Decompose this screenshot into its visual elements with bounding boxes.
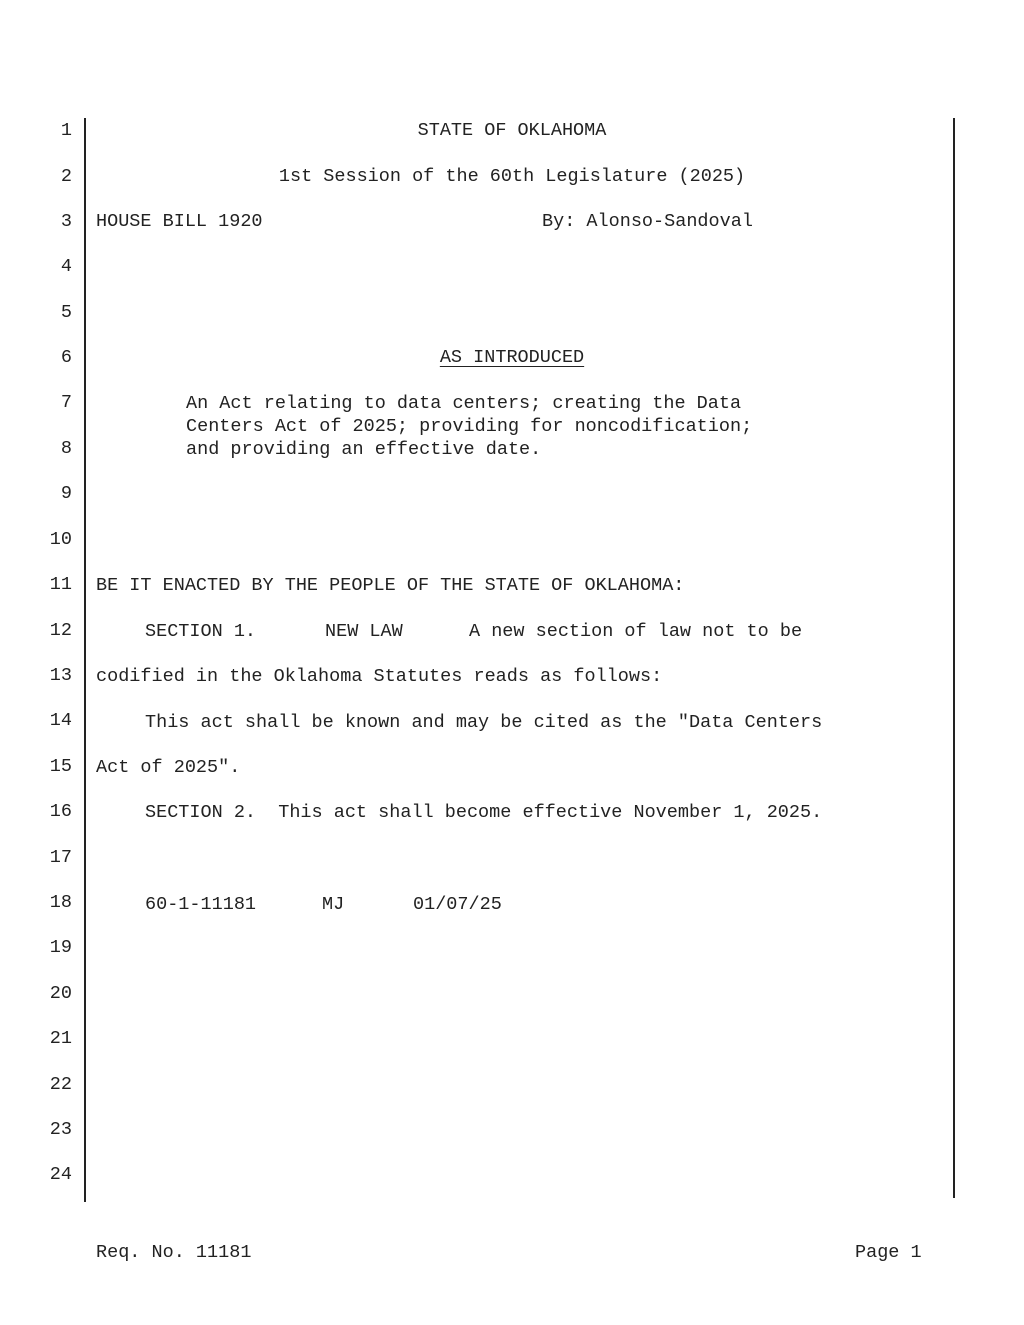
line-number: 21 (49, 1028, 72, 1049)
line-number: 10 (49, 529, 72, 550)
enacting-clause: BE IT ENACTED BY THE PEOPLE OF THE STATE OF OKLAHOMA: (96, 575, 685, 596)
line-number: 23 (49, 1119, 72, 1140)
bill-number: HOUSE BILL 1920 (96, 211, 263, 232)
status-text: AS INTRODUCED (439, 347, 585, 368)
title-line: and providing an effective date. (186, 439, 542, 460)
section-1-body-cont: Act of 2025". (96, 757, 241, 778)
line-number: 20 (49, 983, 72, 1004)
drafter-initials: MJ (322, 894, 345, 915)
line-number: 7 (60, 392, 72, 413)
title-line: Centers Act of 2025; providing for noncodification; (186, 416, 753, 437)
line-number: 4 (60, 256, 72, 277)
section-1-tag: NEW LAW (325, 621, 403, 642)
line-number: 24 (49, 1164, 72, 1185)
line-number: 17 (49, 847, 72, 868)
section-2-text: SECTION 2. This act shall become effective November 1, 2025. (145, 802, 823, 823)
state-heading: STATE OF OKLAHOMA (417, 120, 607, 141)
line-number: 3 (60, 211, 72, 232)
line-number: 22 (49, 1074, 72, 1095)
line-number: 19 (49, 937, 72, 958)
section-1-text-cont: codified in the Oklahoma Statutes reads as follows: (96, 666, 663, 687)
footer-page-number: Page 1 (855, 1242, 922, 1263)
section-1-text: A new section of law not to be (469, 621, 803, 642)
line-number: 18 (49, 892, 72, 913)
session-heading: 1st Session of the 60th Legislature (2025) (278, 166, 746, 187)
line-number: 1 (60, 120, 72, 141)
draft-date: 01/07/25 (413, 894, 502, 915)
bill-author: By: Alonso-Sandoval (542, 211, 753, 232)
line-number: 2 (60, 166, 72, 187)
status-heading (96, 347, 928, 369)
section-1-heading: SECTION 1. (145, 621, 257, 642)
line-number: 5 (60, 302, 72, 323)
title-line: An Act relating to data centers; creating the Data (186, 393, 742, 414)
left-margin-rule (84, 118, 86, 1202)
line-number: 8 (60, 438, 72, 459)
line-number: 14 (49, 710, 72, 731)
line-number: 6 (60, 347, 72, 368)
section-1-body: This act shall be known and may be cited as the "Data Centers (145, 712, 823, 733)
line-number: 13 (49, 665, 72, 686)
line-number: 12 (49, 620, 72, 641)
line-number: 15 (49, 756, 72, 777)
line-number: 16 (49, 801, 72, 822)
right-margin-rule (953, 118, 955, 1198)
line-number: 9 (60, 483, 72, 504)
footer-request-number: Req. No. 11181 (96, 1242, 252, 1263)
line-number: 11 (49, 574, 72, 595)
request-code: 60-1-11181 (145, 894, 257, 915)
